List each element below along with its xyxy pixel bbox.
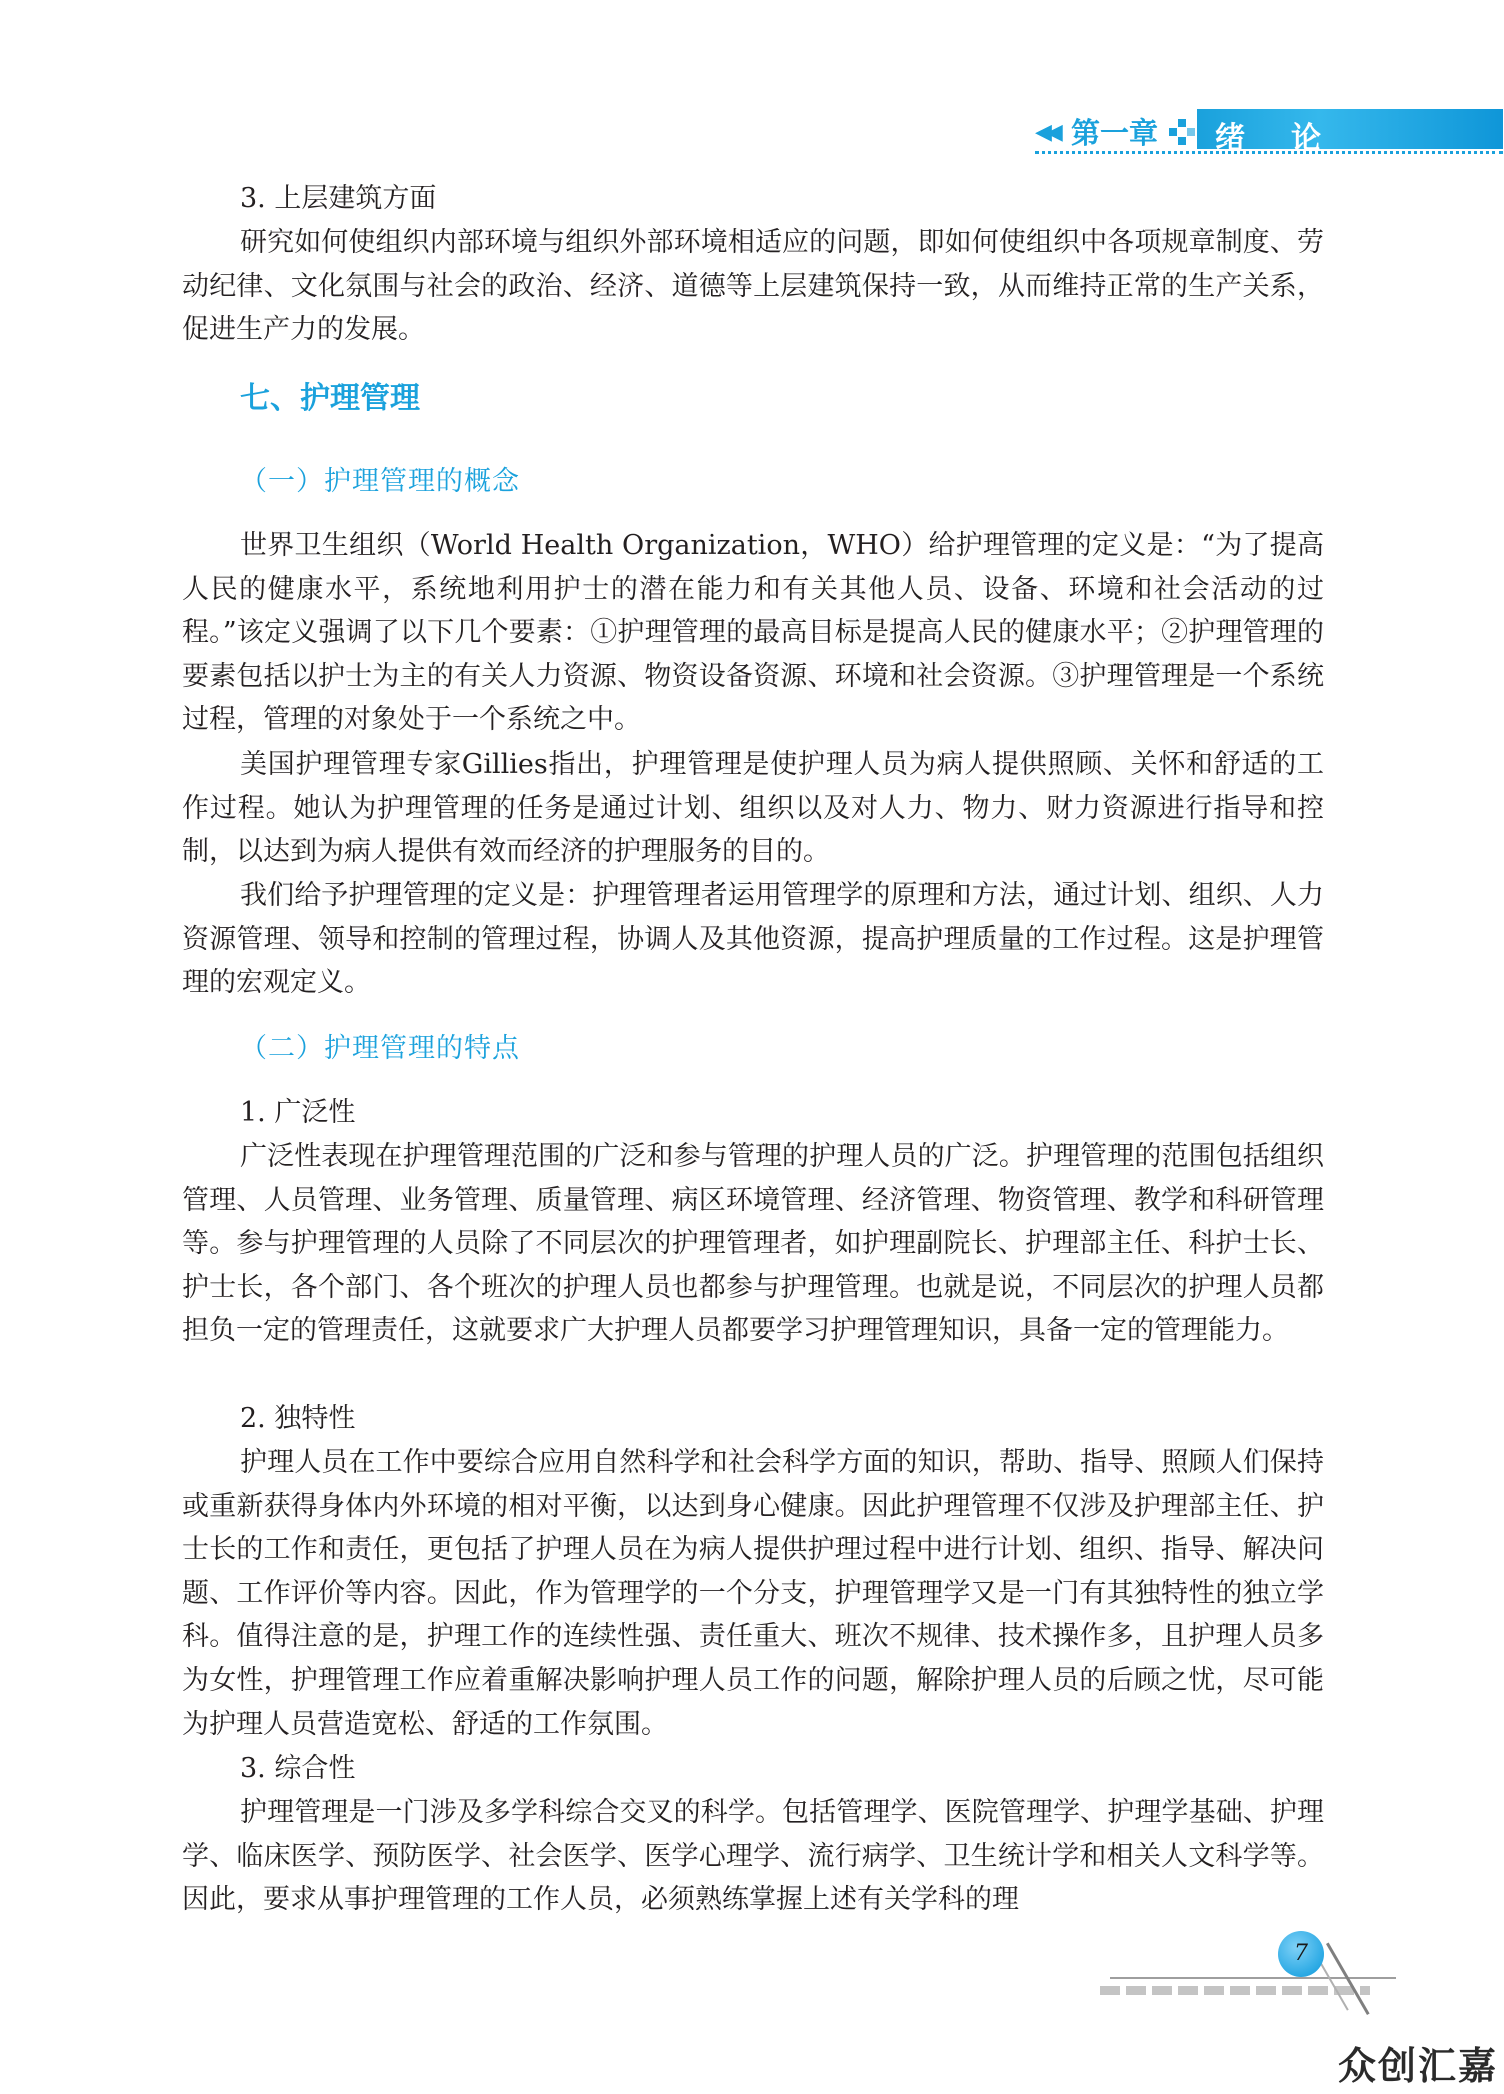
subsection-heading-concept: （一）护理管理的概念: [240, 466, 520, 497]
subheading-superstructure: 3. 上层建筑方面: [240, 183, 437, 214]
footer-rule: [1110, 1977, 1396, 1979]
chapter-title: 绪论: [1215, 121, 1367, 156]
subheading-comprehensiveness: 3. 综合性: [240, 1753, 356, 1784]
subheading-breadth: 1. 广泛性: [240, 1097, 356, 1128]
running-header: [1035, 107, 1503, 156]
page-number: 7: [1278, 1931, 1324, 1977]
header-dotted-rule: [1035, 151, 1503, 154]
footer-stripe-decoration: [1100, 1986, 1370, 1995]
paragraph-our-definition: 我们给予护理管理的定义是：护理管理者运用管理学的原理和方法，通过计划、组织、人力资源管理、领导和控制的管理过程，协调人及其他资源，提高护理质量的工作过程。这是护理管理的宏观定义。: [182, 880, 1324, 999]
watermark-logo: 众创汇嘉: [1337, 2044, 1498, 2088]
subheading-uniqueness: 2. 独特性: [240, 1403, 356, 1434]
paragraph-comprehensiveness: 护理管理是一门涉及多学科综合交叉的科学。包括管理学、医院管理学、护理学基础、护理学、临床医学、预防医学、社会医学、医学心理学、流行病学、卫生统计学和相关人文科学等。因此，要求从事护理管理的工作人员，必须熟练掌握上述有关学科的理: [182, 1797, 1324, 1916]
paragraph-uniqueness: 护理人员在工作中要综合应用自然科学和社会科学方面的知识，帮助、指导、照顾人们保持或重新获得身体内外环境的相对平衡，以达到身心健康。因此护理管理不仅涉及护理部主任、护士长的工作和责任，更包括了护理人员在为病人提供护理过程中进行计划、组织、指导、解决问题、工作评价等内容。因此，作为管理学的一个分支，护理管理学又是一门有其独特性的独立学科。值得注意的是，护理工作的连续性强、责任重大、班次不规律、技术操作多，且护理人员多为女性，护理管理工作应着重解决影响护理人员工作的问题，解除护理人员的后顾之忧，尽可能为护理人员营造宽松、舒适的工作氛围。: [182, 1447, 1324, 1740]
section-heading-nursing-management: 七、护理管理: [240, 381, 420, 416]
double-left-arrow-icon: ◀◀: [1035, 120, 1057, 145]
paragraph-superstructure: 研究如何使组织内部环境与组织外部环境相适应的问题，即如何使组织中各项规章制度、劳动纪律、文化氛围与社会的政治、经济、道德等上层建筑保持一致，从而维持正常的生产关系，促进生产力的发展。: [182, 227, 1324, 346]
chapter-label: 第一章: [1071, 116, 1159, 150]
paragraph-who-definition: 世界卫生组织（World Health Organization，WHO）给护理管理的定义是：“为了提高人民的健康水平，系统地利用护士的潜在能力和有关其他人员、设备、环境和社会活动的过程。”该定义强调了以下几个要素：①护理管理的最高目标是提高人民的健康水平；②护理管理的要素包括以护士为主的有关人力资源、物资设备资源、环境和社会资源。③护理管理是一个系统过程，管理的对象处于一个系统之中。: [182, 530, 1324, 736]
paragraph-breadth: 广泛性表现在护理管理范围的广泛和参与管理的护理人员的广泛。护理管理的范围包括组织管理、人员管理、业务管理、质量管理、病区环境管理、经济管理、物资管理、教学和科研管理等。参与护理管理的人员除了不同层次的护理管理者，如护理副院长、护理部主任、科护士长、护士长，各个部门、各个班次的护理人员也都参与护理管理。也就是说，不同层次的护理人员都担负一定的管理责任，这就要求广大护理人员都要学习护理管理知识，具备一定的管理能力。: [182, 1141, 1324, 1347]
subsection-heading-features: （二）护理管理的特点: [240, 1033, 520, 1064]
paragraph-gillies-definition: 美国护理管理专家Gillies指出，护理管理是使护理人员为病人提供照顾、关怀和舒适的工作过程。她认为护理管理的任务是通过计划、组织以及对人力、物力、财力资源进行指导和控制，以达到为病人提供有效而经济的护理服务的目的。: [182, 749, 1324, 868]
